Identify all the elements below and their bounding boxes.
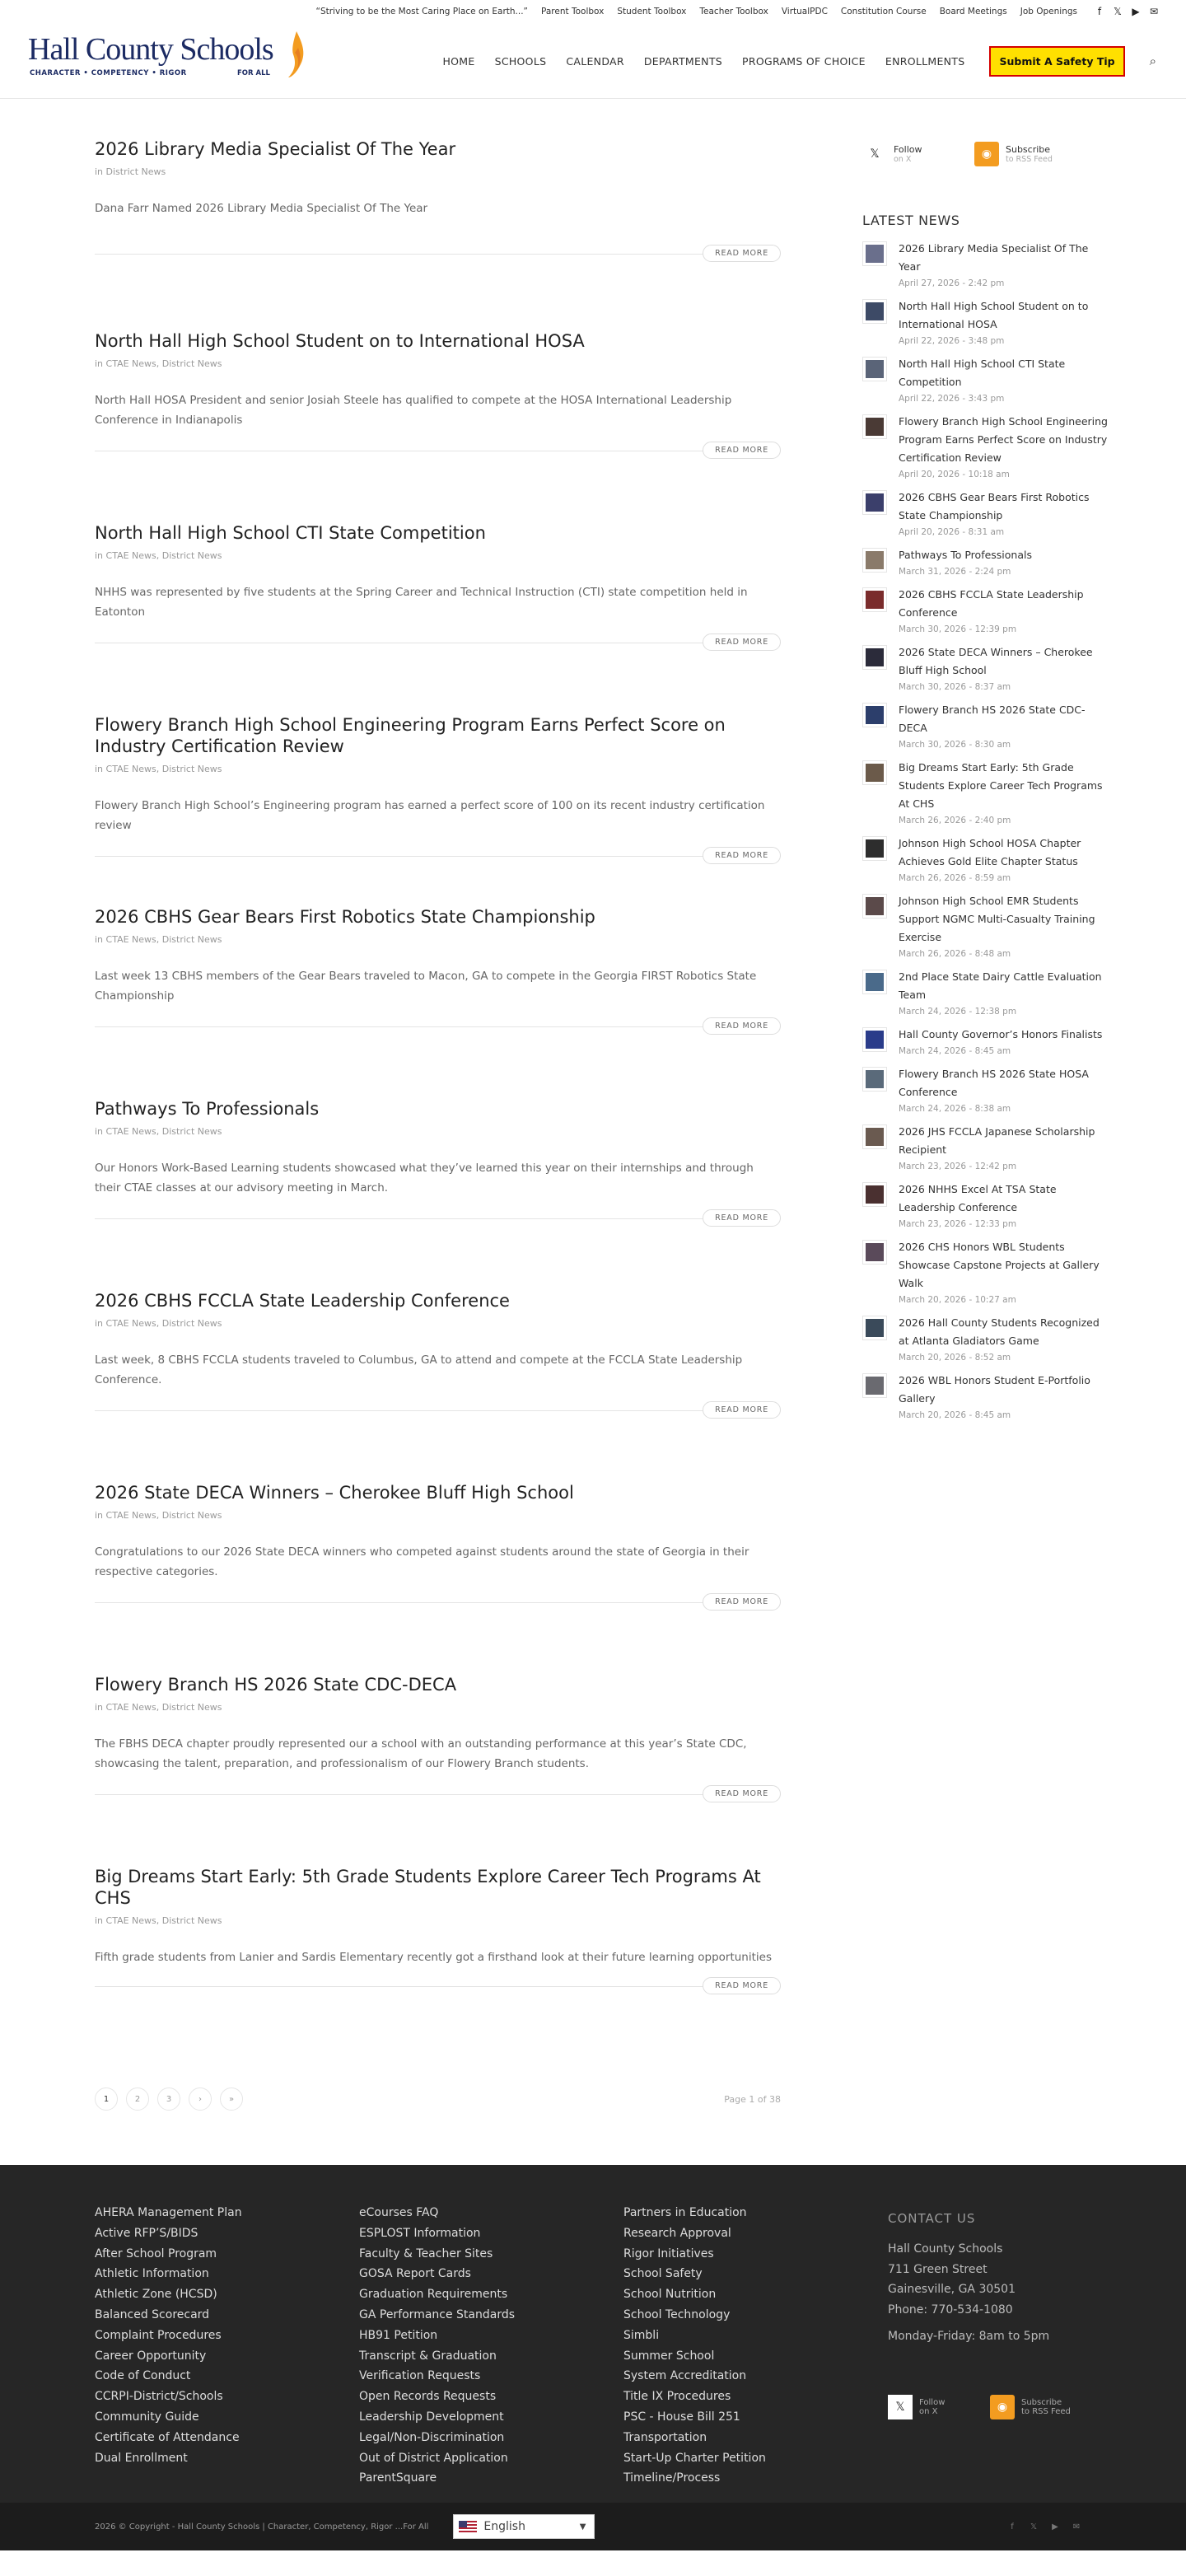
post-excerpt: NHHS was represented by five students at the Spring Career and Technical Instruction (CTI) state competition held in Eatonton xyxy=(95,586,748,619)
news-date: March 31, 2026 - 2:24 pm xyxy=(899,567,1011,577)
news-thumbnail[interactable] xyxy=(862,548,887,573)
news-thumbnail[interactable] xyxy=(862,760,887,785)
footer-link[interactable]: Athletic Information xyxy=(95,2267,209,2281)
bottom-bar xyxy=(0,2503,1186,2550)
site-header xyxy=(0,23,1186,99)
facebook-icon[interactable]: f xyxy=(1097,6,1102,17)
footer-link[interactable]: School Nutrition xyxy=(623,2288,717,2302)
news-item[interactable] xyxy=(862,355,1109,406)
read-more-button[interactable]: READ MORE xyxy=(703,1977,781,1994)
post-categories: in CTAE News, District News xyxy=(95,1702,222,1713)
footer-link[interactable]: GA Performance Standards xyxy=(359,2307,516,2321)
footer-link[interactable]: Verification Requests xyxy=(359,2369,481,2383)
news-item[interactable] xyxy=(862,489,1109,540)
read-more-button[interactable]: READ MORE xyxy=(703,633,781,651)
footer-link[interactable]: Rigor Initiatives xyxy=(623,2246,714,2260)
news-thumbnail[interactable] xyxy=(862,645,887,670)
footer-link[interactable]: Simbli xyxy=(623,2328,660,2342)
follow-on-x-link[interactable] xyxy=(862,142,974,166)
news-item[interactable] xyxy=(862,1026,1109,1059)
utility-link-board-meetings[interactable]: Board Meetings xyxy=(939,7,1007,16)
post-item xyxy=(95,714,781,906)
footer-follow-row xyxy=(888,2395,1092,2419)
search-icon[interactable]: ⌕ xyxy=(1149,54,1156,68)
site-footer xyxy=(0,2165,1186,2503)
footer-link[interactable]: Athletic Zone (HCSD) xyxy=(95,2288,217,2302)
news-title[interactable]: 2026 JHS FCCLA Japanese Scholarship Recipient xyxy=(899,1125,1095,1156)
footer-link[interactable]: Code of Conduct xyxy=(95,2369,191,2383)
footer-contact xyxy=(888,2203,1092,2503)
youtube-icon[interactable]: ▶ xyxy=(1052,2522,1058,2532)
pagination xyxy=(95,2083,781,2115)
main-content xyxy=(0,99,1186,2115)
footer-rss-link[interactable] xyxy=(990,2395,1092,2419)
us-flag-icon xyxy=(459,2521,477,2532)
post-divider xyxy=(95,856,781,857)
utility-link-virtualpdc[interactable]: VirtualPDC xyxy=(781,7,828,16)
x-icon: 𝕏 xyxy=(888,2395,913,2419)
news-date: April 20, 2026 - 10:18 am xyxy=(899,470,1010,479)
read-more-button[interactable]: READ MORE xyxy=(703,847,781,864)
news-item[interactable] xyxy=(862,586,1109,637)
news-title[interactable]: Flowery Branch High School Engineering Program Earns Perfect Score on Industry Certification Review xyxy=(899,415,1108,464)
contact-heading: CONTACT US xyxy=(888,2211,976,2226)
news-item[interactable] xyxy=(862,1314,1109,1365)
news-thumbnail[interactable] xyxy=(862,1316,887,1340)
news-thumbnail[interactable] xyxy=(862,1373,887,1398)
footer-link[interactable]: Leadership Development xyxy=(359,2410,504,2424)
post-item xyxy=(95,1098,781,1290)
footer-column-1 xyxy=(95,2203,359,2503)
news-thumbnail[interactable] xyxy=(862,357,887,381)
footer-link[interactable]: Certificate of Attendance xyxy=(95,2430,240,2444)
footer-link[interactable]: Summer School xyxy=(623,2349,715,2363)
read-more-button[interactable]: READ MORE xyxy=(703,1401,781,1419)
contact-line: 711 Green Street xyxy=(888,2262,988,2276)
post-title[interactable]: North Hall High School Student on to International HOSA xyxy=(95,331,585,351)
mail-icon[interactable]: ✉ xyxy=(1149,6,1159,17)
site-logo[interactable] xyxy=(28,30,308,82)
post-excerpt: Fifth grade students from Lanier and Sardis Elementary recently got a firsthand look at their future learning opportunities xyxy=(95,1951,772,1964)
safety-tip-button[interactable]: Submit A Safety Tip xyxy=(989,46,1124,77)
post-title[interactable]: 2026 Library Media Specialist Of The Year xyxy=(95,139,456,159)
news-title[interactable]: 2026 NHHS Excel At TSA State Leadership Conference xyxy=(899,1183,1057,1213)
post-item xyxy=(95,906,781,1098)
post-item xyxy=(95,1290,781,1482)
nav-schools[interactable]: SCHOOLS xyxy=(494,54,547,68)
footer-link[interactable]: Faculty & Teacher Sites xyxy=(359,2246,493,2260)
footer-link[interactable]: CCRPI-District/Schools xyxy=(95,2390,223,2404)
post-categories: in CTAE News, District News xyxy=(95,934,222,945)
post-excerpt: Congratulations to our 2026 State DECA winners who competed against students around the state of Georgia in their respective categories. xyxy=(95,1545,749,1578)
footer-link[interactable]: System Accreditation xyxy=(623,2369,747,2383)
youtube-icon[interactable]: ▶ xyxy=(1132,6,1140,17)
x-icon: 𝕏 xyxy=(862,142,887,166)
main-nav xyxy=(423,23,1156,99)
news-date: March 20, 2026 - 10:27 am xyxy=(899,1295,1016,1305)
x-icon[interactable]: 𝕏 xyxy=(1030,2522,1038,2532)
post-divider xyxy=(95,1026,781,1027)
post-categories: in CTAE News, District News xyxy=(95,1510,222,1521)
footer-link[interactable]: Start-Up Charter Petition xyxy=(623,2451,766,2465)
post-categories: in CTAE News, District News xyxy=(95,358,222,369)
news-thumbnail[interactable] xyxy=(862,587,887,612)
news-title[interactable]: 2026 CBHS FCCLA State Leadership Conference xyxy=(899,588,1084,619)
news-thumbnail[interactable] xyxy=(862,241,887,266)
footer-link[interactable]: Partners in Education xyxy=(623,2206,747,2219)
news-date: March 20, 2026 - 8:52 am xyxy=(899,1353,1011,1363)
post-excerpt: The FBHS DECA chapter proudly represented our a school with an outstanding performance at this year’s State CDC, showcasing the talent, preparation, and professionalism of our Flowery Branch students. xyxy=(95,1737,747,1770)
post-item xyxy=(95,522,781,714)
footer-follow-x-link[interactable] xyxy=(888,2395,990,2419)
post-title[interactable]: North Hall High School CTI State Competition xyxy=(95,523,486,543)
footer-link[interactable]: Community Guide xyxy=(95,2410,199,2424)
news-thumbnail[interactable] xyxy=(862,970,887,994)
news-thumbnail[interactable] xyxy=(862,1240,887,1265)
footer-link[interactable]: School Safety xyxy=(623,2267,703,2281)
post-excerpt: Our Honors Work-Based Learning students showcased what they’ve learned this year on their internships and through their CTAE classes at our advisory meeting in March. xyxy=(95,1162,754,1194)
nav-departments[interactable]: DEPARTMENTS xyxy=(643,54,723,68)
footer-link[interactable]: After School Program xyxy=(95,2246,217,2260)
post-excerpt: Flowery Branch High School’s Engineering program has earned a perfect score of 100 on its recent industry certification review xyxy=(95,799,765,832)
news-item[interactable] xyxy=(862,759,1109,828)
page-indicator: Page 1 of 38 xyxy=(724,2093,781,2105)
news-date: March 23, 2026 - 12:42 pm xyxy=(899,1162,1017,1171)
news-item[interactable] xyxy=(862,1238,1109,1307)
post-title[interactable]: 2026 CBHS Gear Bears First Robotics State Championship xyxy=(95,907,595,927)
footer-follow-x-sub: on X xyxy=(919,2406,938,2416)
news-date: March 26, 2026 - 8:59 am xyxy=(899,873,1011,883)
news-date: March 30, 2026 - 8:30 am xyxy=(899,740,1011,750)
read-more-button[interactable]: READ MORE xyxy=(703,245,781,262)
footer-column-3 xyxy=(623,2203,888,2503)
news-title[interactable]: North Hall High School CTI State Competition xyxy=(899,358,1066,388)
footer-link[interactable]: Transcript & Graduation xyxy=(359,2349,497,2363)
logo-tagline: CHARACTER • COMPETENCY • RIGOR xyxy=(30,69,187,77)
contact-line: Gainesville, GA 30501 xyxy=(888,2283,1016,2296)
bottom-social-icons xyxy=(1002,2522,1087,2532)
post-excerpt: Last week, 8 CBHS FCCLA students traveled to Columbus, GA to attend and compete at the FCCLA State Leadership Conference. xyxy=(95,1353,743,1386)
news-title[interactable]: Johnson High School EMR Students Support NGMC Multi-Casualty Training Exercise xyxy=(899,895,1095,943)
post-categories: in CTAE News, District News xyxy=(95,764,222,774)
post-divider xyxy=(95,1218,781,1219)
news-date: April 22, 2026 - 3:43 pm xyxy=(899,394,1005,404)
copyright: 2026 © Copyright - Hall County Schools | Character, Competency, Rigor ...For All xyxy=(95,2522,429,2532)
contact-line: Hall County Schools xyxy=(888,2242,1003,2256)
news-title[interactable]: Flowery Branch HS 2026 State CDC-DECA xyxy=(899,704,1086,734)
news-thumbnail[interactable] xyxy=(862,299,887,324)
news-date: March 23, 2026 - 12:33 pm xyxy=(899,1219,1017,1229)
footer-link[interactable]: Transportation xyxy=(623,2430,707,2444)
footer-link[interactable]: Open Records Requests xyxy=(359,2390,497,2404)
nav-programs-of-choice[interactable]: PROGRAMS OF CHOICE xyxy=(742,54,866,68)
footer-link[interactable]: GOSA Report Cards xyxy=(359,2267,471,2281)
post-title[interactable]: Flowery Branch HS 2026 State CDC-DECA xyxy=(95,1675,457,1695)
news-thumbnail[interactable] xyxy=(862,1124,887,1149)
news-title[interactable]: 2026 CHS Honors WBL Students Showcase Capstone Projects at Gallery Walk xyxy=(899,1241,1100,1289)
post-categories: in CTAE News, District News xyxy=(95,1915,222,1926)
footer-column-2 xyxy=(359,2203,623,2503)
news-title[interactable]: North Hall High School Student on to International HOSA xyxy=(899,300,1089,330)
post-title[interactable]: Big Dreams Start Early: 5th Grade Students Explore Career Tech Programs At CHS xyxy=(95,1867,761,1908)
news-date: March 24, 2026 - 12:38 pm xyxy=(899,1007,1017,1017)
news-title[interactable]: Johnson High School HOSA Chapter Achieves Gold Elite Chapter Status xyxy=(899,837,1081,867)
news-date: April 27, 2026 - 2:42 pm xyxy=(899,278,1005,288)
post-categories: in CTAE News, District News xyxy=(95,1126,222,1137)
news-item[interactable] xyxy=(862,1372,1109,1423)
news-item[interactable] xyxy=(862,297,1109,348)
footer-link[interactable]: Timeline/Process xyxy=(623,2471,721,2485)
post-excerpt: Last week 13 CBHS members of the Gear Bears traveled to Macon, GA to compete in the Georgia FIRST Robotics State Championship xyxy=(95,970,757,1003)
news-title[interactable]: 2026 State DECA Winners – Cherokee Bluff High School xyxy=(899,646,1093,676)
footer-link[interactable]: Research Approval xyxy=(623,2226,731,2240)
read-more-button[interactable]: READ MORE xyxy=(703,1209,781,1227)
news-title[interactable]: 2026 WBL Honors Student E-Portfolio Gallery xyxy=(899,1374,1090,1405)
news-thumbnail[interactable] xyxy=(862,703,887,727)
news-title[interactable]: 2026 Hall County Students Recognized at Atlanta Gladiators Game xyxy=(899,1316,1100,1347)
news-title[interactable]: Flowery Branch HS 2026 State HOSA Conference xyxy=(899,1068,1089,1098)
news-date: April 20, 2026 - 8:31 am xyxy=(899,527,1005,537)
chevron-down-icon: ▼ xyxy=(579,2522,586,2532)
facebook-icon[interactable]: f xyxy=(1011,2522,1014,2532)
utility-bar xyxy=(0,0,1186,23)
contact-hours: Monday-Friday: 8am to 5pm xyxy=(888,2330,1050,2343)
post-title[interactable]: Flowery Branch High School Engineering Program Earns Perfect Score on Industry Certification Review xyxy=(95,715,726,756)
footer-link[interactable]: Balanced Scorecard xyxy=(95,2307,210,2321)
footer-link[interactable]: Complaint Procedures xyxy=(95,2328,222,2342)
news-date: March 26, 2026 - 8:48 am xyxy=(899,949,1011,959)
post-title[interactable]: Pathways To Professionals xyxy=(95,1099,320,1119)
news-item[interactable] xyxy=(862,701,1109,752)
rss-sub: to RSS Feed xyxy=(1006,155,1053,164)
news-thumbnail[interactable] xyxy=(862,490,887,515)
post-divider xyxy=(95,1410,781,1411)
footer-link[interactable]: Active RFP’S/BIDS xyxy=(95,2226,198,2240)
footer-link[interactable]: Out of District Application xyxy=(359,2451,508,2465)
news-item[interactable] xyxy=(862,413,1109,482)
news-item[interactable] xyxy=(862,968,1109,1019)
post-excerpt: Dana Farr Named 2026 Library Media Specialist Of The Year xyxy=(95,202,428,215)
flame-icon xyxy=(285,30,306,79)
news-date: March 26, 2026 - 2:40 pm xyxy=(899,816,1011,825)
news-title[interactable]: 2026 Library Media Specialist Of The Year xyxy=(899,242,1089,273)
page-link[interactable]: 1 xyxy=(95,2087,118,2111)
post-item xyxy=(95,1866,781,2058)
language-select[interactable] xyxy=(453,2514,595,2539)
news-title[interactable]: Hall County Governor’s Honors Finalists xyxy=(899,1028,1103,1040)
footer-link[interactable]: eCourses FAQ xyxy=(359,2206,439,2219)
footer-link[interactable]: ParentSquare xyxy=(359,2471,437,2485)
news-date: March 24, 2026 - 8:38 am xyxy=(899,1104,1011,1114)
language-value: English xyxy=(483,2520,525,2533)
news-date: March 30, 2026 - 12:39 pm xyxy=(899,624,1017,634)
nav-home[interactable]: HOME xyxy=(442,54,475,68)
utility-link-teacher-toolbox[interactable]: Teacher Toolbox xyxy=(699,7,768,16)
news-date: March 30, 2026 - 8:37 am xyxy=(899,682,1011,692)
news-thumbnail[interactable] xyxy=(862,414,887,439)
post-categories: in CTAE News, District News xyxy=(95,1318,222,1329)
post-categories: in CTAE News, District News xyxy=(95,550,222,561)
news-item[interactable] xyxy=(862,892,1109,961)
post-title[interactable]: 2026 State DECA Winners – Cherokee Bluff High School xyxy=(95,1483,574,1503)
read-more-button[interactable]: READ MORE xyxy=(703,1017,781,1035)
post-item xyxy=(95,1482,781,1674)
footer-link[interactable]: ESPLOST Information xyxy=(359,2226,481,2240)
utility-link-job-openings[interactable]: Job Openings xyxy=(1020,7,1077,16)
logo-forall: FOR ALL xyxy=(237,69,270,77)
footer-rss-title: Subscribe xyxy=(1021,2397,1062,2407)
contact-line: Phone: 770-534-1080 xyxy=(888,2303,1013,2317)
news-item[interactable] xyxy=(862,240,1109,291)
footer-link[interactable]: Title IX Procedures xyxy=(623,2390,731,2404)
post-title[interactable]: 2026 CBHS FCCLA State Leadership Conference xyxy=(95,1291,510,1311)
news-title[interactable]: Big Dreams Start Early: 5th Grade Students Explore Career Tech Programs At CHS xyxy=(899,761,1103,810)
page-link[interactable]: » xyxy=(220,2087,243,2111)
post-divider xyxy=(95,1986,781,1987)
follow-x-sub: on X xyxy=(894,155,912,164)
footer-link[interactable]: PSC - House Bill 251 xyxy=(623,2410,740,2424)
post-item xyxy=(95,1674,781,1866)
read-more-button[interactable]: READ MORE xyxy=(703,442,781,459)
read-more-button[interactable]: READ MORE xyxy=(703,1593,781,1611)
post-categories: in District News xyxy=(95,166,166,177)
utility-link-motto[interactable]: “Striving to be the Most Caring Place on Earth...” xyxy=(315,7,529,16)
page-link[interactable]: 2 xyxy=(126,2087,149,2111)
latest-news-heading: LATEST NEWS xyxy=(862,213,960,228)
footer-link[interactable]: Graduation Requirements xyxy=(359,2288,508,2302)
page-link[interactable]: 3 xyxy=(157,2087,180,2111)
utility-link-parent-toolbox[interactable]: Parent Toolbox xyxy=(541,7,605,16)
news-title[interactable]: 2026 CBHS Gear Bears First Robotics State Championship xyxy=(899,491,1090,521)
news-thumbnail[interactable] xyxy=(862,894,887,919)
news-item[interactable] xyxy=(862,1180,1109,1232)
post-divider xyxy=(95,1794,781,1795)
utility-social-icons xyxy=(1090,6,1163,17)
news-item[interactable] xyxy=(862,1065,1109,1116)
post-divider xyxy=(95,254,781,255)
news-thumbnail[interactable] xyxy=(862,1182,887,1207)
post-divider xyxy=(95,1602,781,1603)
post-excerpt: North Hall HOSA President and senior Josiah Steele has qualified to compete at the HOSA International Leadership Conference in Indianapolis xyxy=(95,394,732,427)
nav-calendar[interactable]: CALENDAR xyxy=(566,54,624,68)
news-title[interactable]: Pathways To Professionals xyxy=(899,549,1032,561)
news-title[interactable]: 2nd Place State Dairy Cattle Evaluation Team xyxy=(899,970,1102,1001)
footer-link[interactable]: AHERA Management Plan xyxy=(95,2206,242,2219)
read-more-button[interactable]: READ MORE xyxy=(703,1785,781,1802)
news-date: March 20, 2026 - 8:45 am xyxy=(899,1410,1011,1420)
news-item[interactable] xyxy=(862,546,1109,579)
rss-icon: ◉ xyxy=(990,2395,1015,2419)
rss-title: Subscribe xyxy=(1006,144,1051,155)
news-date: April 22, 2026 - 3:48 pm xyxy=(899,336,1005,346)
utility-link-student-toolbox[interactable]: Student Toolbox xyxy=(617,7,687,16)
footer-link[interactable]: Legal/Non-Discrimination xyxy=(359,2430,505,2444)
news-item[interactable] xyxy=(862,835,1109,886)
subscribe-rss-link[interactable] xyxy=(974,142,1086,166)
page-link[interactable]: › xyxy=(189,2087,212,2111)
footer-follow-x-title: Follow xyxy=(919,2397,946,2407)
news-item[interactable] xyxy=(862,643,1109,694)
post-item xyxy=(95,138,781,330)
x-icon[interactable]: 𝕏 xyxy=(1114,6,1122,17)
nav-enrollments[interactable]: ENROLLMENTS xyxy=(885,54,965,68)
news-thumbnail[interactable] xyxy=(862,1067,887,1092)
footer-link[interactable]: Career Opportunity xyxy=(95,2349,207,2363)
follow-x-title: Follow xyxy=(894,144,922,155)
latest-news-list xyxy=(862,240,1109,1423)
footer-link[interactable]: School Technology xyxy=(623,2307,731,2321)
logo-name: Hall County Schools xyxy=(28,32,273,67)
footer-rss-sub: to RSS Feed xyxy=(1021,2406,1071,2416)
news-date: March 24, 2026 - 8:45 am xyxy=(899,1046,1011,1056)
post-list xyxy=(95,99,781,2115)
footer-link[interactable]: Dual Enrollment xyxy=(95,2451,188,2465)
news-thumbnail[interactable] xyxy=(862,836,887,861)
news-item[interactable] xyxy=(862,1123,1109,1174)
sidebar xyxy=(862,99,1109,2115)
rss-icon: ◉ xyxy=(974,142,999,166)
mail-icon[interactable]: ✉ xyxy=(1072,2522,1081,2532)
utility-link-constitution-course[interactable]: Constitution Course xyxy=(840,7,927,16)
footer-link[interactable]: HB91 Petition xyxy=(359,2328,438,2342)
post-item xyxy=(95,330,781,522)
sidebar-follow-row xyxy=(862,142,1109,166)
news-thumbnail[interactable] xyxy=(862,1027,887,1052)
